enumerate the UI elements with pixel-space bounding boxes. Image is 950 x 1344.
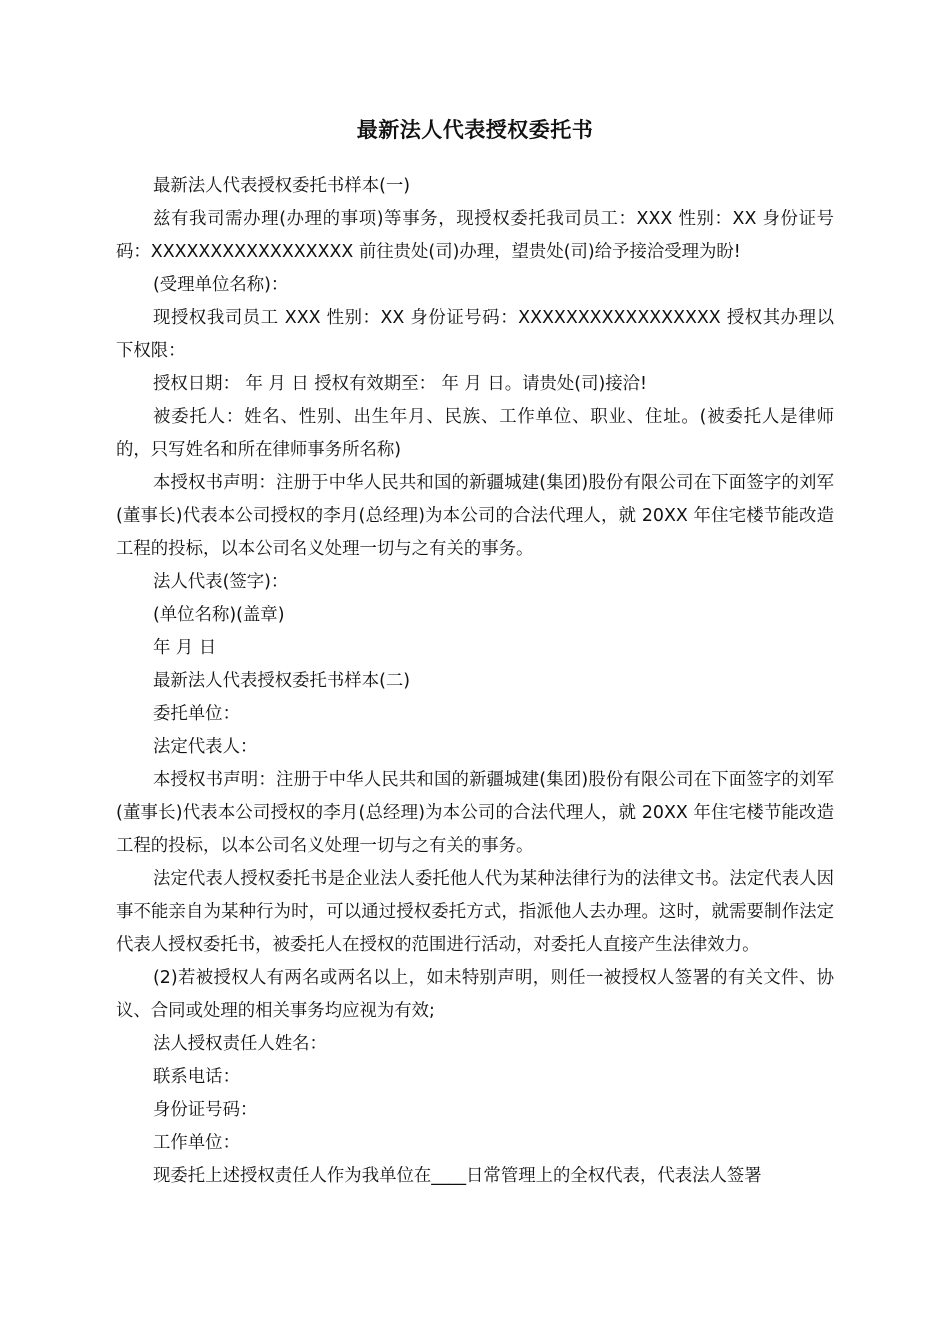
- paragraph-multiple-authorized: (2)若被授权人有两名或两名以上，如未特别声明，则任一被授权人签署的有关文件、协议、合同或处理的相关事务均应视为有效;: [116, 968, 834, 1021]
- paragraph-trustee-info: 被委托人：姓名、性别、出生年月、民族、工作单位、职业、住址。(被委托人是律师的，只写姓名和所在律师事务所名称): [116, 407, 834, 460]
- paragraph-responsible-person-name: 法人授权责任人姓名：: [153, 1034, 327, 1054]
- document-title: 最新法人代表授权委托书: [356, 118, 594, 142]
- paragraph-declaration-two: 本授权书声明：注册于中华人民共和国的新疆城建(集团)股份有限公司在下面签字的刘军(董事长)代表本公司授权的李月(总经理)为本公司的合法代理人，就 20XX 年住宅楼节能改造工程的投标，以本公司名义处理一切与之有关的事务。: [116, 770, 834, 856]
- paragraph-authorization-intro: 兹有我司需办理(办理的事项)等事务，现授权委托我司员工：XXX 性别：XX 身份证号码：XXXXXXXXXXXXXXXXX 前往贵处(司)办理，望贵处(司)给予接洽受理为盼!: [116, 209, 834, 262]
- paragraph-id-number: 身份证号码：: [153, 1100, 258, 1120]
- paragraph-legal-representative: 法定代表人：: [153, 737, 258, 757]
- paragraph-unit-seal: (单位名称)(盖章): [153, 605, 285, 625]
- paragraph-sample-one-heading: 最新法人代表授权委托书样本(一): [153, 176, 411, 196]
- paragraph-contact-phone: 联系电话：: [153, 1067, 240, 1087]
- document-body: [116, 170, 834, 1193]
- paragraph-entrusting-unit: 委托单位：: [153, 704, 240, 724]
- paragraph-entrust-full-rep: 现委托上述授权责任人作为我单位在____日常管理上的全权代表，代表法人签署: [153, 1166, 762, 1186]
- paragraph-explanation: 法定代表人授权委托书是企业法人委托他人代为某种法律行为的法律文书。法定代表人因事不能亲自为某种行为时，可以通过授权委托方式，指派他人去办理。这时，就需要制作法定代表人授权委托书，被委托人在授权的范围进行活动，对委托人直接产生法律效力。: [116, 869, 834, 955]
- paragraph-work-unit: 工作单位：: [153, 1133, 240, 1153]
- paragraph-authorization-date: 授权日期： 年 月 日 授权有效期至： 年 月 日。请贵处(司)接洽!: [153, 374, 648, 394]
- paragraph-receiving-unit: (受理单位名称)：: [153, 275, 289, 295]
- paragraph-declaration-one: 本授权书声明：注册于中华人民共和国的新疆城建(集团)股份有限公司在下面签字的刘军(董事长)代表本公司授权的李月(总经理)为本公司的合法代理人，就 20XX 年住宅楼节能改造工程的投标，以本公司名义处理一切与之有关的事务。: [116, 473, 834, 559]
- paragraph-date-line: 年 月 日: [153, 638, 217, 658]
- paragraph-authorize-employee: 现授权我司员工 XXX 性别：XX 身份证号码：XXXXXXXXXXXXXXXXX 授权其办理以下权限：: [116, 308, 834, 361]
- paragraph-legal-rep-signature: 法人代表(签字)：: [153, 572, 289, 592]
- paragraph-sample-two-heading: 最新法人代表授权委托书样本(二): [153, 671, 411, 691]
